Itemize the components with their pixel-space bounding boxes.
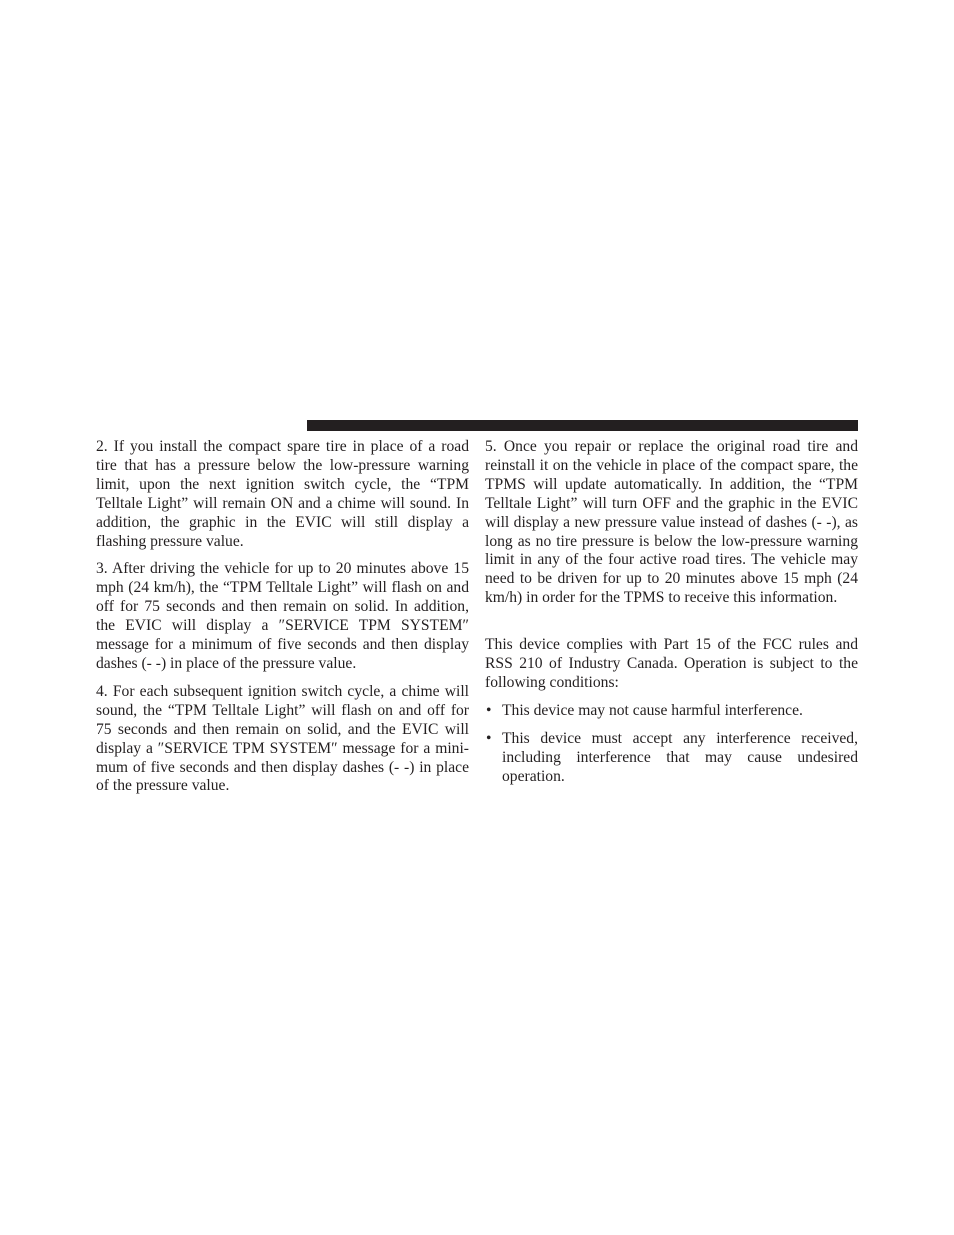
bullet-icon: • [486,729,492,747]
paragraph-fcc-compliance: This device complies with Part 15 of the FCC rules and RSS 210 of Industry Canada. Operation is subject to the following conditions: [485,636,858,691]
list-item [485,702,858,721]
list-item-text: This device may not cause harmful interference. [502,701,803,719]
bullet-icon: • [486,701,492,719]
left-column [96,438,469,796]
list-item [485,730,858,787]
right-column [485,438,858,787]
paragraph-step-5: 5. Once you repair or replace the original road tire and reinstall it on the vehicle in place of the compact spare, the TPMS will update automatically. In addition, the “TPM Telltale Light” will turn OFF and the graphic in the EVIC will display a new pressure value instead of dashes (- -), as long as no tire pressure is below the low-pressure warning limit in any of the four active road tires. The vehicle may need to be driven for up to 20 minutes above 15 mph (24 km/h) in order for the TPMS to receive this information. [485,438,858,607]
header-rule [307,420,858,431]
paragraph-step-4: 4. For each subsequent ignition switch cycle, a chime will sound, the “TPM Telltale Light” will flash on and off for 75 seconds and then remain on solid, and the EVIC will display a ″SERVICE TPM SYSTEM″ message for a minimum of five seconds and then display dashes (- -) in place of the pressure value. [96,682,469,795]
list-item-text: This device must accept any interference received, including interference that may cause undesired operation. [502,729,858,785]
conditions-list [485,702,858,787]
paragraph-step-3: 3. After driving the vehicle for up to 20 minutes above 15 mph (24 km/h), the “TPM Telltale Light” will flash on and off for 75 seconds and then remain on solid. In addition, the EVIC will display a ″SERVICE TPM SYSTEM″ message for a minimum of five seconds and then display dashes (- -) in place of the pressure value. [96,560,469,672]
paragraph-step-2: 2. If you install the compact spare tire in place of a road tire that has a pressure below the low-pressure warning limit, upon the next ignition switch cycle, the “TPM Telltale Light” will remain ON and a chime will sound. In addition, the graphic in the EVIC will still display a flashing pressure value. [96,438,469,550]
